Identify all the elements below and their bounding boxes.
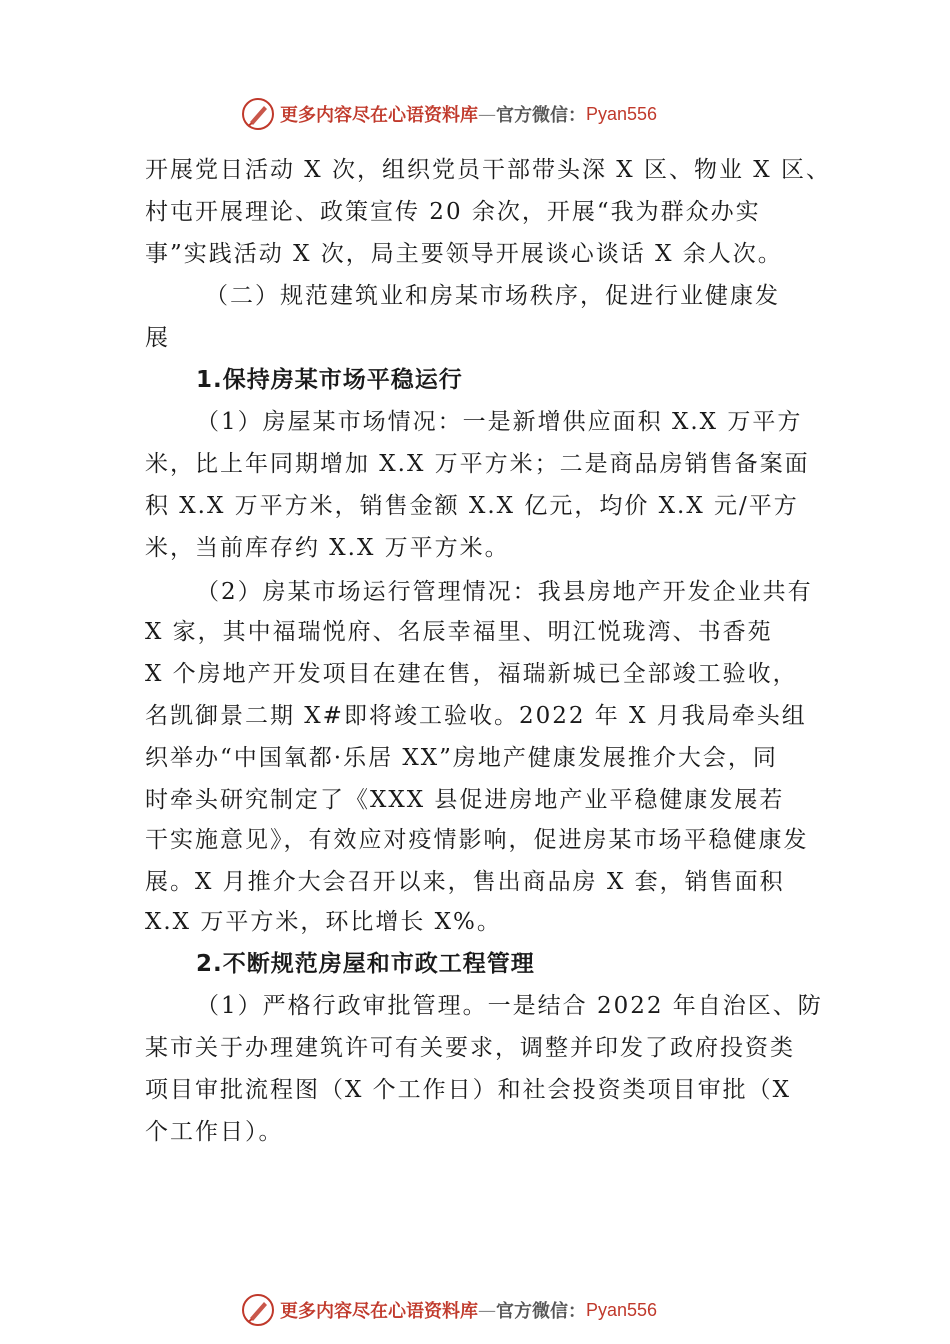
body-line: 时牵头研究制定了《XXX 县促进房地产业平稳健康发展若 <box>145 787 785 813</box>
section-heading-cont: 展 <box>145 325 170 351</box>
body-line: X 个房地产开发项目在建在售，福瑞新城已全部竣工验收， <box>145 661 798 687</box>
body-line: 个工作日）。 <box>145 1119 284 1145</box>
banner-name: 更多内容尽在心语资料库 <box>280 1301 478 1322</box>
banner-official: 官方微信： <box>496 1301 586 1322</box>
body-line: 积 X.X 万平方米，销售金额 X.X 亿元，均价 X.X 元/平方 <box>145 493 799 519</box>
body-line: X.X 万平方米，环比增长 X%。 <box>145 909 502 935</box>
banner-name: 更多内容尽在心语资料库 <box>280 105 478 126</box>
banner-official: 官方微信： <box>496 105 586 126</box>
footer-banner <box>240 1290 760 1330</box>
body-line: X 家，其中福瑞悦府、名辰幸福里、明江悦珑湾、书香苑 <box>145 619 773 645</box>
body-line: 干实施意见》，有效应对疫情影响，促进房某市场平稳健康发 <box>145 827 809 853</box>
body-line: （1）严格行政审批管理。一是结合 2022 年自治区、防 <box>196 993 823 1019</box>
header-banner <box>240 94 760 134</box>
body-line: 项目审批流程图（X 个工作日）和社会投资类项目审批（X <box>145 1077 792 1103</box>
banner-dash: — <box>478 103 496 125</box>
subheading: 1.保持房某市场平稳运行 <box>196 367 463 393</box>
body-line: 事”实践活动 X 次，局主要领导开展谈心谈话 X 余人次。 <box>145 241 783 267</box>
banner-dash: — <box>478 1299 496 1321</box>
subheading: 2.不断规范房屋和市政工程管理 <box>196 951 535 977</box>
body-line: 织举办“中国氧都·乐居 XX”房地产健康发展推介大会，同 <box>145 745 778 771</box>
body-line: 村屯开展理论、政策宣传 20 余次，开展“我为群众办实 <box>145 199 761 225</box>
body-line: （1）房屋某市场情况：一是新增供应面积 X.X 万平方 <box>196 409 803 435</box>
banner-wechat-id: Pyan556 <box>586 103 658 124</box>
body-line: （2）房某市场运行管理情况：我县房地产开发企业共有 <box>196 579 813 605</box>
body-line: 某市关于办理建筑许可有关要求，调整并印发了政府投资类 <box>145 1035 795 1061</box>
body-line: 开展党日活动 X 次，组织党员干部带头深 X 区、物业 X 区、 <box>145 157 831 183</box>
section-heading: （二）规范建筑业和房某市场秩序，促进行业健康发 <box>205 283 780 309</box>
body-line: 名凯御景二期 X#即将竣工验收。2022 年 X 月我局牵头组 <box>145 703 807 729</box>
pen-logo-icon <box>240 1292 276 1328</box>
pen-logo-icon <box>240 96 276 132</box>
banner-wechat-id: Pyan556 <box>586 1299 658 1320</box>
body-line: 展。X 月推介大会召开以来，售出商品房 X 套，销售面积 <box>145 869 785 895</box>
body-line: 米，当前库存约 X.X 万平方米。 <box>145 535 510 561</box>
body-line: 米，比上年同期增加 X.X 万平方米；二是商品房销售备案面 <box>145 451 810 477</box>
